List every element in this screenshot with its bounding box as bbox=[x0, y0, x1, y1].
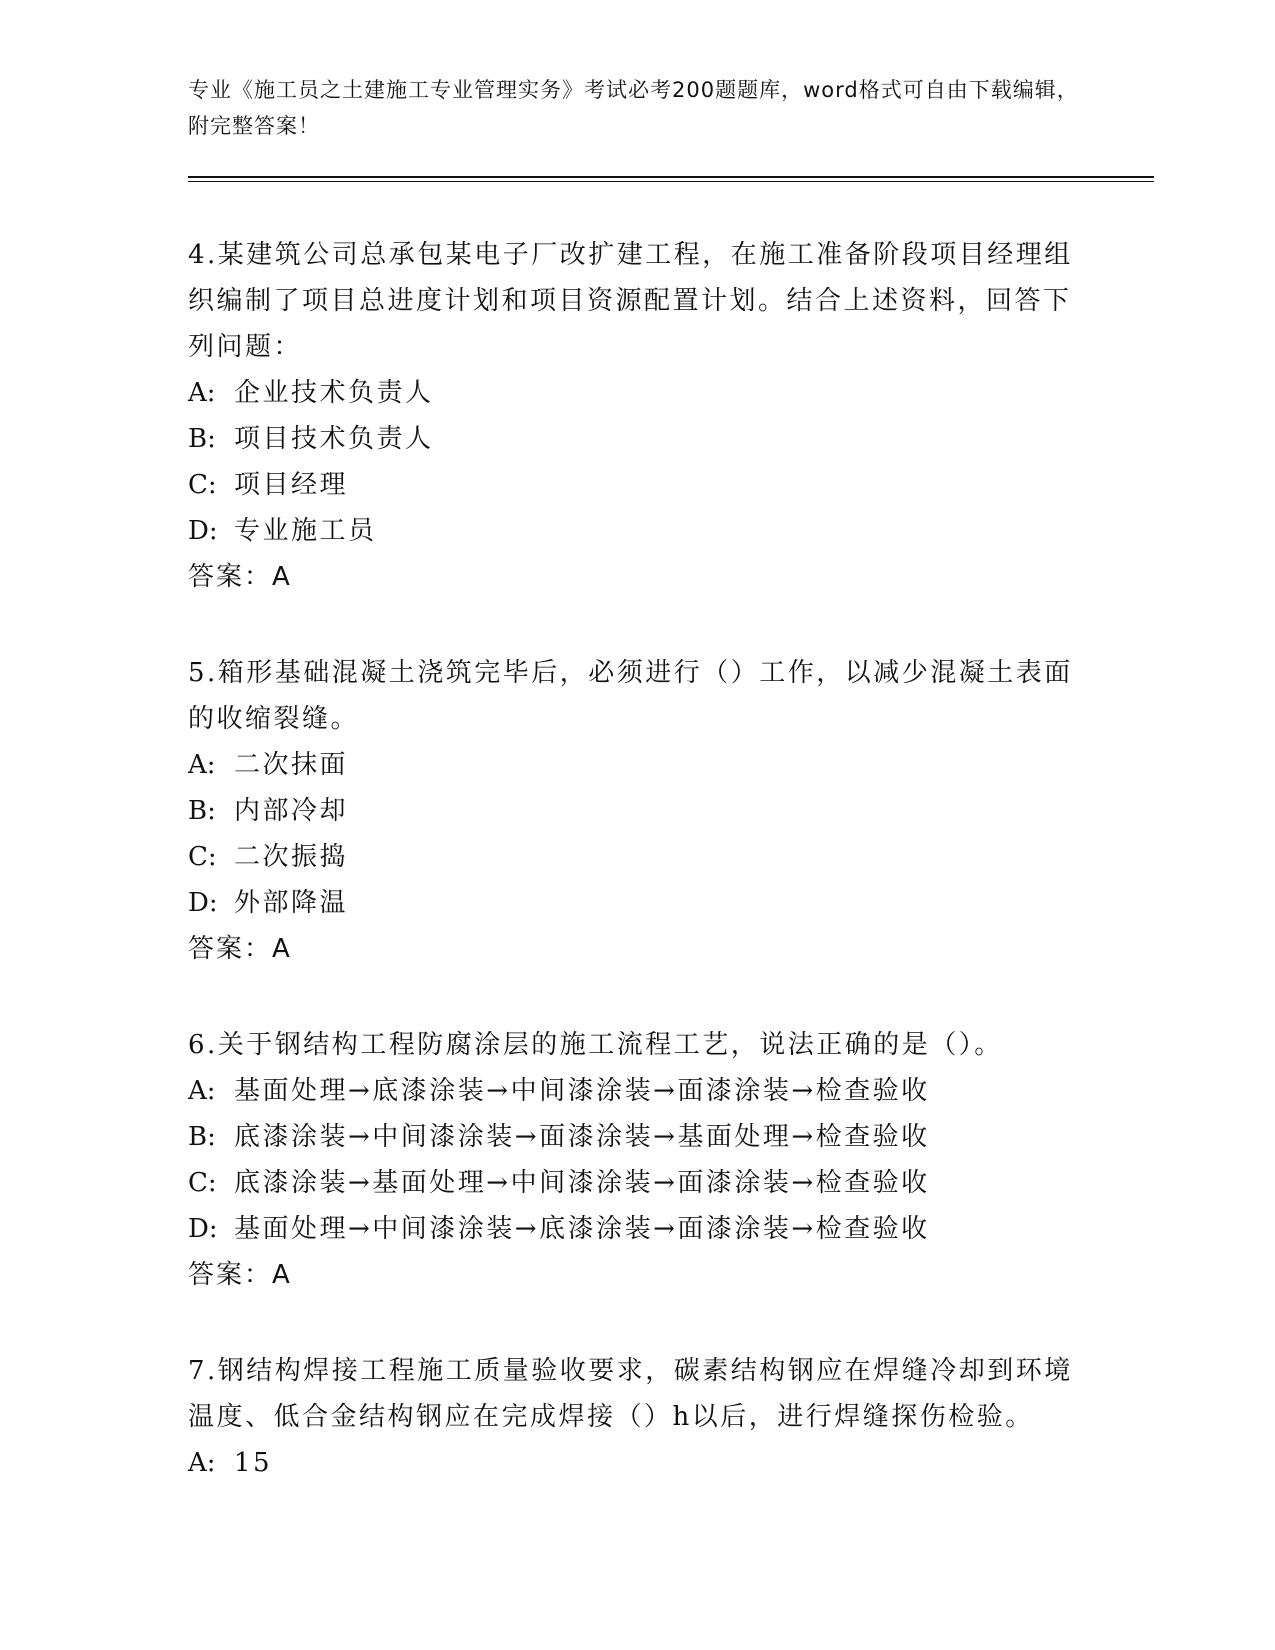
option-c bbox=[188, 462, 1088, 508]
option-text: 基面处理→底漆涂装→中间漆涂装→面漆涂装→检查验收 bbox=[234, 1076, 930, 1106]
question-stem: 4.某建筑公司总承包某电子厂改扩建工程，在施工准备阶段项目经理组织编制了项目总进度计划和项目资源配置计划。结合上述资料，回答下列问题： bbox=[188, 240, 1073, 362]
option-letter: A: bbox=[188, 378, 216, 408]
question-stem: 6.关于钢结构工程防腐涂层的施工流程工艺，说法正确的是（）。 bbox=[188, 1030, 1003, 1060]
option-a bbox=[188, 1068, 1088, 1114]
option-letter: C: bbox=[188, 1168, 217, 1198]
option-text: 内部冷却 bbox=[234, 796, 349, 826]
option-d bbox=[188, 1206, 1088, 1252]
option-b bbox=[188, 416, 1088, 462]
document-header: 专业《施工员之土建施工专业管理实务》考试必考200题题库，word格式可自由下载编辑，附完整答案！ bbox=[188, 78, 1079, 138]
answer-line: 答案：A bbox=[188, 562, 292, 592]
question-4 bbox=[188, 232, 1088, 600]
option-text: 项目技术负责人 bbox=[234, 424, 434, 454]
option-letter: D: bbox=[188, 1214, 218, 1244]
answer-line: 答案：A bbox=[188, 934, 292, 964]
question-6 bbox=[188, 1022, 1088, 1298]
option-a bbox=[188, 1440, 1088, 1486]
question-stem: 5.箱形基础混凝土浇筑完毕后，必须进行（）工作，以减少混凝土表面的收缩裂缝。 bbox=[188, 658, 1073, 734]
option-d bbox=[188, 880, 1088, 926]
option-letter: A: bbox=[188, 1076, 216, 1106]
option-text: 底漆涂装→基面处理→中间漆涂装→面漆涂装→检查验收 bbox=[234, 1168, 930, 1198]
option-letter: B: bbox=[188, 424, 216, 454]
question-5 bbox=[188, 650, 1088, 972]
option-text: 项目经理 bbox=[234, 470, 349, 500]
option-list bbox=[188, 742, 1088, 926]
option-list bbox=[188, 1068, 1088, 1252]
option-text: 专业施工员 bbox=[234, 516, 377, 546]
option-list bbox=[188, 1440, 1088, 1486]
option-d bbox=[188, 508, 1088, 554]
question-stem: 7.钢结构焊接工程施工质量验收要求，碳素结构钢应在焊缝冷却到环境温度、低合金结构钢应在完成焊接（）h以后，进行焊缝探伤检验。 bbox=[188, 1356, 1073, 1432]
option-a bbox=[188, 370, 1088, 416]
question-7 bbox=[188, 1348, 1088, 1486]
option-letter: B: bbox=[188, 796, 216, 826]
option-letter: A: bbox=[188, 1448, 216, 1478]
option-letter: D: bbox=[188, 888, 218, 918]
option-letter: D: bbox=[188, 516, 218, 546]
option-a bbox=[188, 742, 1088, 788]
option-letter: C: bbox=[188, 470, 217, 500]
option-c bbox=[188, 1160, 1088, 1206]
option-letter: C: bbox=[188, 842, 217, 872]
option-text: 底漆涂装→中间漆涂装→面漆涂装→基面处理→检查验收 bbox=[234, 1122, 930, 1152]
option-text: 企业技术负责人 bbox=[234, 378, 434, 408]
option-list bbox=[188, 370, 1088, 554]
option-text: 外部降温 bbox=[234, 888, 349, 918]
header-divider bbox=[188, 176, 1154, 178]
option-text: 二次振捣 bbox=[234, 842, 349, 872]
option-text: 二次抹面 bbox=[234, 750, 349, 780]
option-text: 基面处理→中间漆涂装→底漆涂装→面漆涂装→检查验收 bbox=[234, 1214, 930, 1244]
option-b bbox=[188, 1114, 1088, 1160]
answer-line: 答案：A bbox=[188, 1260, 292, 1290]
option-text: 15 bbox=[234, 1448, 273, 1478]
option-b bbox=[188, 788, 1088, 834]
option-letter: B: bbox=[188, 1122, 216, 1152]
option-letter: A: bbox=[188, 750, 216, 780]
header-divider-thin bbox=[188, 181, 1154, 182]
question-list bbox=[188, 232, 1088, 1536]
option-c bbox=[188, 834, 1088, 880]
